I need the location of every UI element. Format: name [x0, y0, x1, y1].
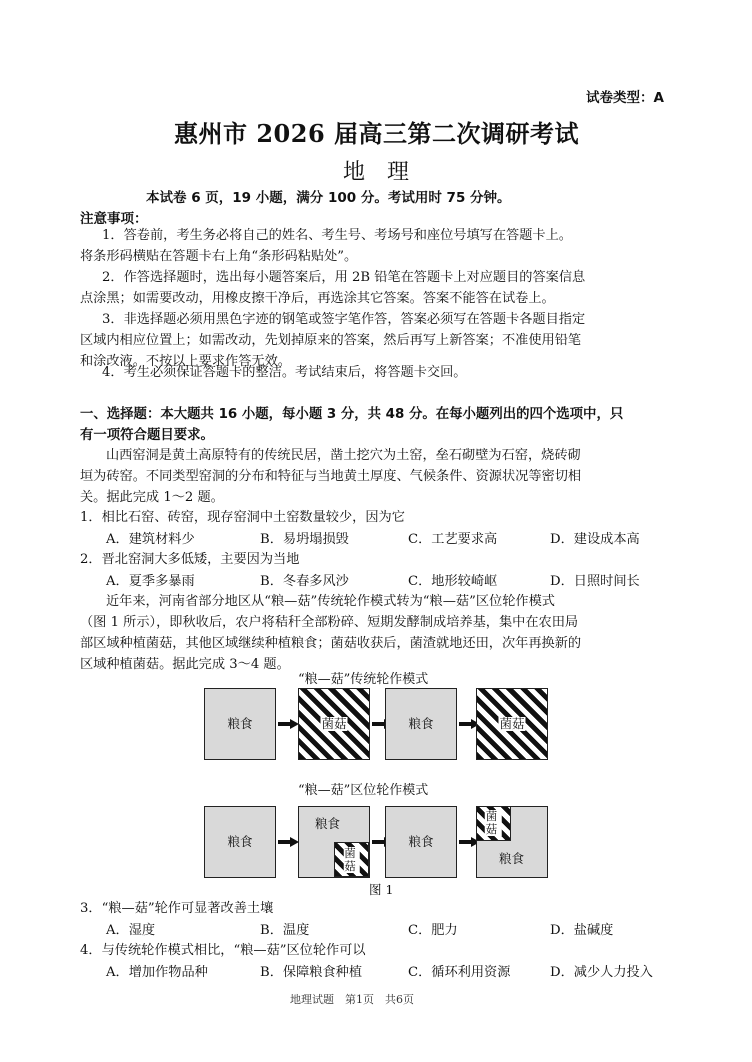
- question-stem: 1．相比石窑、砖窑，现存窑洞中土窑数量较少，因为它: [80, 510, 405, 525]
- notice-heading: 注意事项：: [80, 211, 148, 227]
- option-c: C．循环利用资源: [408, 965, 511, 980]
- option-a: A．夏季多暴雨: [106, 574, 195, 589]
- arrow-icon: [278, 837, 300, 847]
- mushroom-label: 菌菇: [321, 716, 347, 731]
- grain-label: 粮食: [227, 834, 253, 849]
- passage-line: 山西窑洞是黄土高原特有的传统民居，凿土挖穴为土窑，垒石砌壁为石窑，烧砖砌: [106, 448, 581, 463]
- grain-label: 粮食: [408, 716, 434, 731]
- page-footer: 地理试题 第1页 共6页: [290, 993, 414, 1006]
- notice-line: 区域内相应位置上；如需改动，先划掉原来的答案，然后再写上新答案；不准使用铅笔: [80, 333, 582, 348]
- mushroom-label: 菌菇: [485, 810, 502, 836]
- passage-line: 垣为砖窑。不同类型窑洞的分布和特征与当地黄土厚度、气候条件、资源状况等密切相: [80, 469, 582, 484]
- option-b: B．温度: [260, 923, 310, 938]
- arrow-icon: [278, 719, 300, 729]
- option-b: B．冬春多风沙: [260, 574, 349, 589]
- exam-info: 本试卷 6 页，19 小题，满分 100 分。考试用时 75 分钟。: [146, 190, 511, 206]
- question-stem: 2．晋北窑洞大多低矮，主要因为当地: [80, 552, 300, 567]
- option-d: D．减少人力投入: [550, 965, 653, 980]
- notice-line: 和涂改液。不按以上要求作答无效。: [80, 354, 291, 369]
- paper-type: 试卷类型：A: [586, 90, 664, 106]
- notice-line: 点涂黑；如需要改动，用橡皮擦干净后，再选涂其它答案。答案不能答在试卷上。: [80, 291, 555, 306]
- passage-line: 部区域种植菌菇，其他区域继续种植粮食；菌菇收获后，菌渣就地还田，次年再换新的: [80, 636, 582, 651]
- passage-line: 关。据此完成 1～2 题。: [80, 490, 224, 505]
- section-heading: 一、选择题：本大题共 16 小题，每小题 3 分，共 48 分。在每小题列出的四个选项中，只: [80, 407, 624, 422]
- subject-title: 地 理: [343, 160, 410, 185]
- grain-plot: [385, 806, 457, 878]
- option-c: C．工艺要求高: [408, 532, 498, 547]
- grain-plot: [385, 688, 457, 760]
- option-b: B．保障粮食种植: [260, 965, 363, 980]
- option-d: D．建设成本高: [550, 532, 640, 547]
- passage-line: 区域种植菌菇。据此完成 3～4 题。: [80, 657, 290, 672]
- mushroom-label: 菌菇: [343, 847, 360, 873]
- notice-line: 2．作答选择题时，选出每小题答案后，用 2B 铅笔在答题卡上对应题目的答案信息: [102, 270, 586, 285]
- option-a: A．建筑材料少: [106, 532, 195, 547]
- option-d: D．盐碱度: [550, 923, 614, 938]
- figure-caption: 图 1: [369, 882, 394, 897]
- grain-plot: [476, 806, 548, 878]
- mushroom-label: 菌菇: [499, 716, 525, 731]
- option-a: A．湿度: [106, 923, 156, 938]
- passage-line: 近年来，河南省部分地区从“粮—菇”传统轮作模式转为“粮—菇”区位轮作模式: [106, 594, 555, 609]
- question-stem: 3．“粮—菇”轮作可显著改善土壤: [80, 901, 274, 916]
- section-heading-cont: 有一项符合题目要求。: [80, 428, 214, 443]
- notice-line: 1．答卷前，考生务必将自己的姓名、考生号、考场号和座位号填写在答题卡上。: [102, 228, 572, 243]
- grain-label: 粮食: [499, 851, 525, 866]
- grain-plot: [204, 688, 276, 760]
- option-c: C．地形较崎岖: [408, 574, 498, 589]
- grain-label: 粮食: [227, 716, 253, 731]
- notice-line: 3．非选择题必须用黑色字迹的钢笔或签字笔作答，答案必须写在答题卡各题目指定: [102, 312, 586, 327]
- grain-plot: [298, 806, 370, 878]
- grain-plot: [204, 806, 276, 878]
- exam-title: 惠州市 2026 届高三第二次调研考试: [174, 119, 580, 148]
- option-b: B．易坍塌损毁: [260, 532, 349, 547]
- figure-title-traditional: “粮—菇”传统轮作模式: [298, 672, 429, 687]
- grain-label: 粮食: [408, 834, 434, 849]
- mushroom-subplot: [476, 806, 511, 841]
- mushroom-plot: [476, 688, 548, 760]
- notice-line: 4．考生必须保证答题卡的整洁。考试结束后，将答题卡交回。: [102, 365, 467, 380]
- option-a: A．增加作物品种: [106, 965, 208, 980]
- grain-label: 粮食: [315, 816, 341, 831]
- figure-title-location: “粮—菇”区位轮作模式: [298, 783, 429, 798]
- mushroom-plot: [298, 688, 370, 760]
- mushroom-subplot: [334, 842, 369, 877]
- notice-line: 将条形码横贴在答题卡右上角“条形码粘贴处”。: [80, 249, 358, 264]
- passage-line: （图 1 所示），即秋收后，农户将秸秆全部粉碎、短期发酵制成培养基，集中在农田局: [80, 615, 579, 630]
- option-c: C．肥力: [408, 923, 458, 938]
- question-stem: 4．与传统轮作模式相比，“粮—菇”区位轮作可以: [80, 943, 366, 958]
- option-d: D．日照时间长: [550, 574, 640, 589]
